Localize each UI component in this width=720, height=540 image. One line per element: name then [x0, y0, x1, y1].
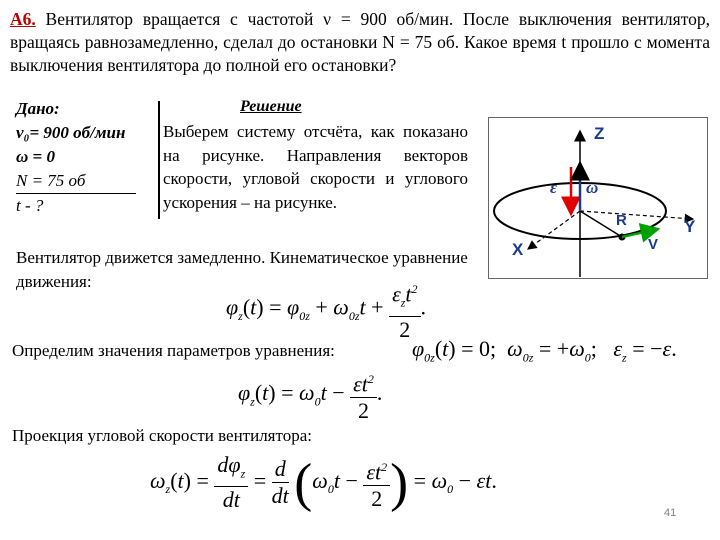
problem-text: Вентилятор вращается с частотой ν = 900 об/мин. После выключения вентилятор, вращаясь равнозамедленно, сделал до остановки N = 75 об. Какое время t прошло с момента выключения вентилятора до полной его остановки? [10, 9, 710, 75]
omega-label: ω [586, 178, 599, 197]
solution-text-1: Выберем систему отсчёта, как показано на рисунке. Направления векторов скорости, угловой скорости и углового ускорения – на рисунке. [163, 122, 468, 212]
fan-diagram [488, 117, 708, 279]
kinematic-equation: $\varphi_z(t) = \varphi_{0z} + \omega_{0z}t$ + $\frac{\varepsilon_zt^2}{2}$ . [226, 276, 426, 343]
z-label: Z [594, 124, 605, 143]
given-divider [158, 101, 160, 219]
v-label: V [648, 236, 659, 253]
solution-text-2: Вентилятор движется замедленно. Кинематическое уравнение движения: [16, 248, 468, 291]
y-label: Y [684, 217, 696, 236]
motion-equation: $\varphi_z(t) = \omega_0t$ − $\frac{\varepsilon t^2}{2}$ . [238, 366, 382, 424]
problem-statement [10, 8, 710, 77]
solution-text-4: Проекция угловой скорости вентилятора: [12, 426, 312, 445]
given-nu0: ν₀= 900 об/мин [16, 123, 126, 142]
given-title: Дано: [16, 99, 60, 118]
given-unknown: t - ? [16, 196, 44, 215]
r-label: R [616, 212, 627, 229]
angular-velocity-equation: $\omega_z(t)$ = $\frac{d\varphi_z}{dt}$ = $\frac{d}{dt}$ ($\omega_0t$ − $\frac{\varepsilon t^2}{2}$ ) = $\omega_0 - \varepsilon t$. [150, 452, 497, 513]
given-N: N = 75 об [16, 169, 136, 194]
epsilon-label: ε [550, 178, 557, 197]
x-label: X [512, 240, 524, 259]
given-block [16, 97, 158, 218]
solution-title: Решение [240, 98, 302, 115]
problem-number: А6. [10, 9, 36, 29]
page-number: 41 [664, 507, 677, 519]
given-omega: ω = 0 [16, 147, 55, 166]
solution-text-3: Определим значения параметров уравнения: [12, 341, 335, 360]
parameters-equation: $\varphi_{0z}(t) = 0$; $\omega_{0z} = +\omega_0$; $\varepsilon_z = -\varepsilon$. [412, 336, 677, 365]
